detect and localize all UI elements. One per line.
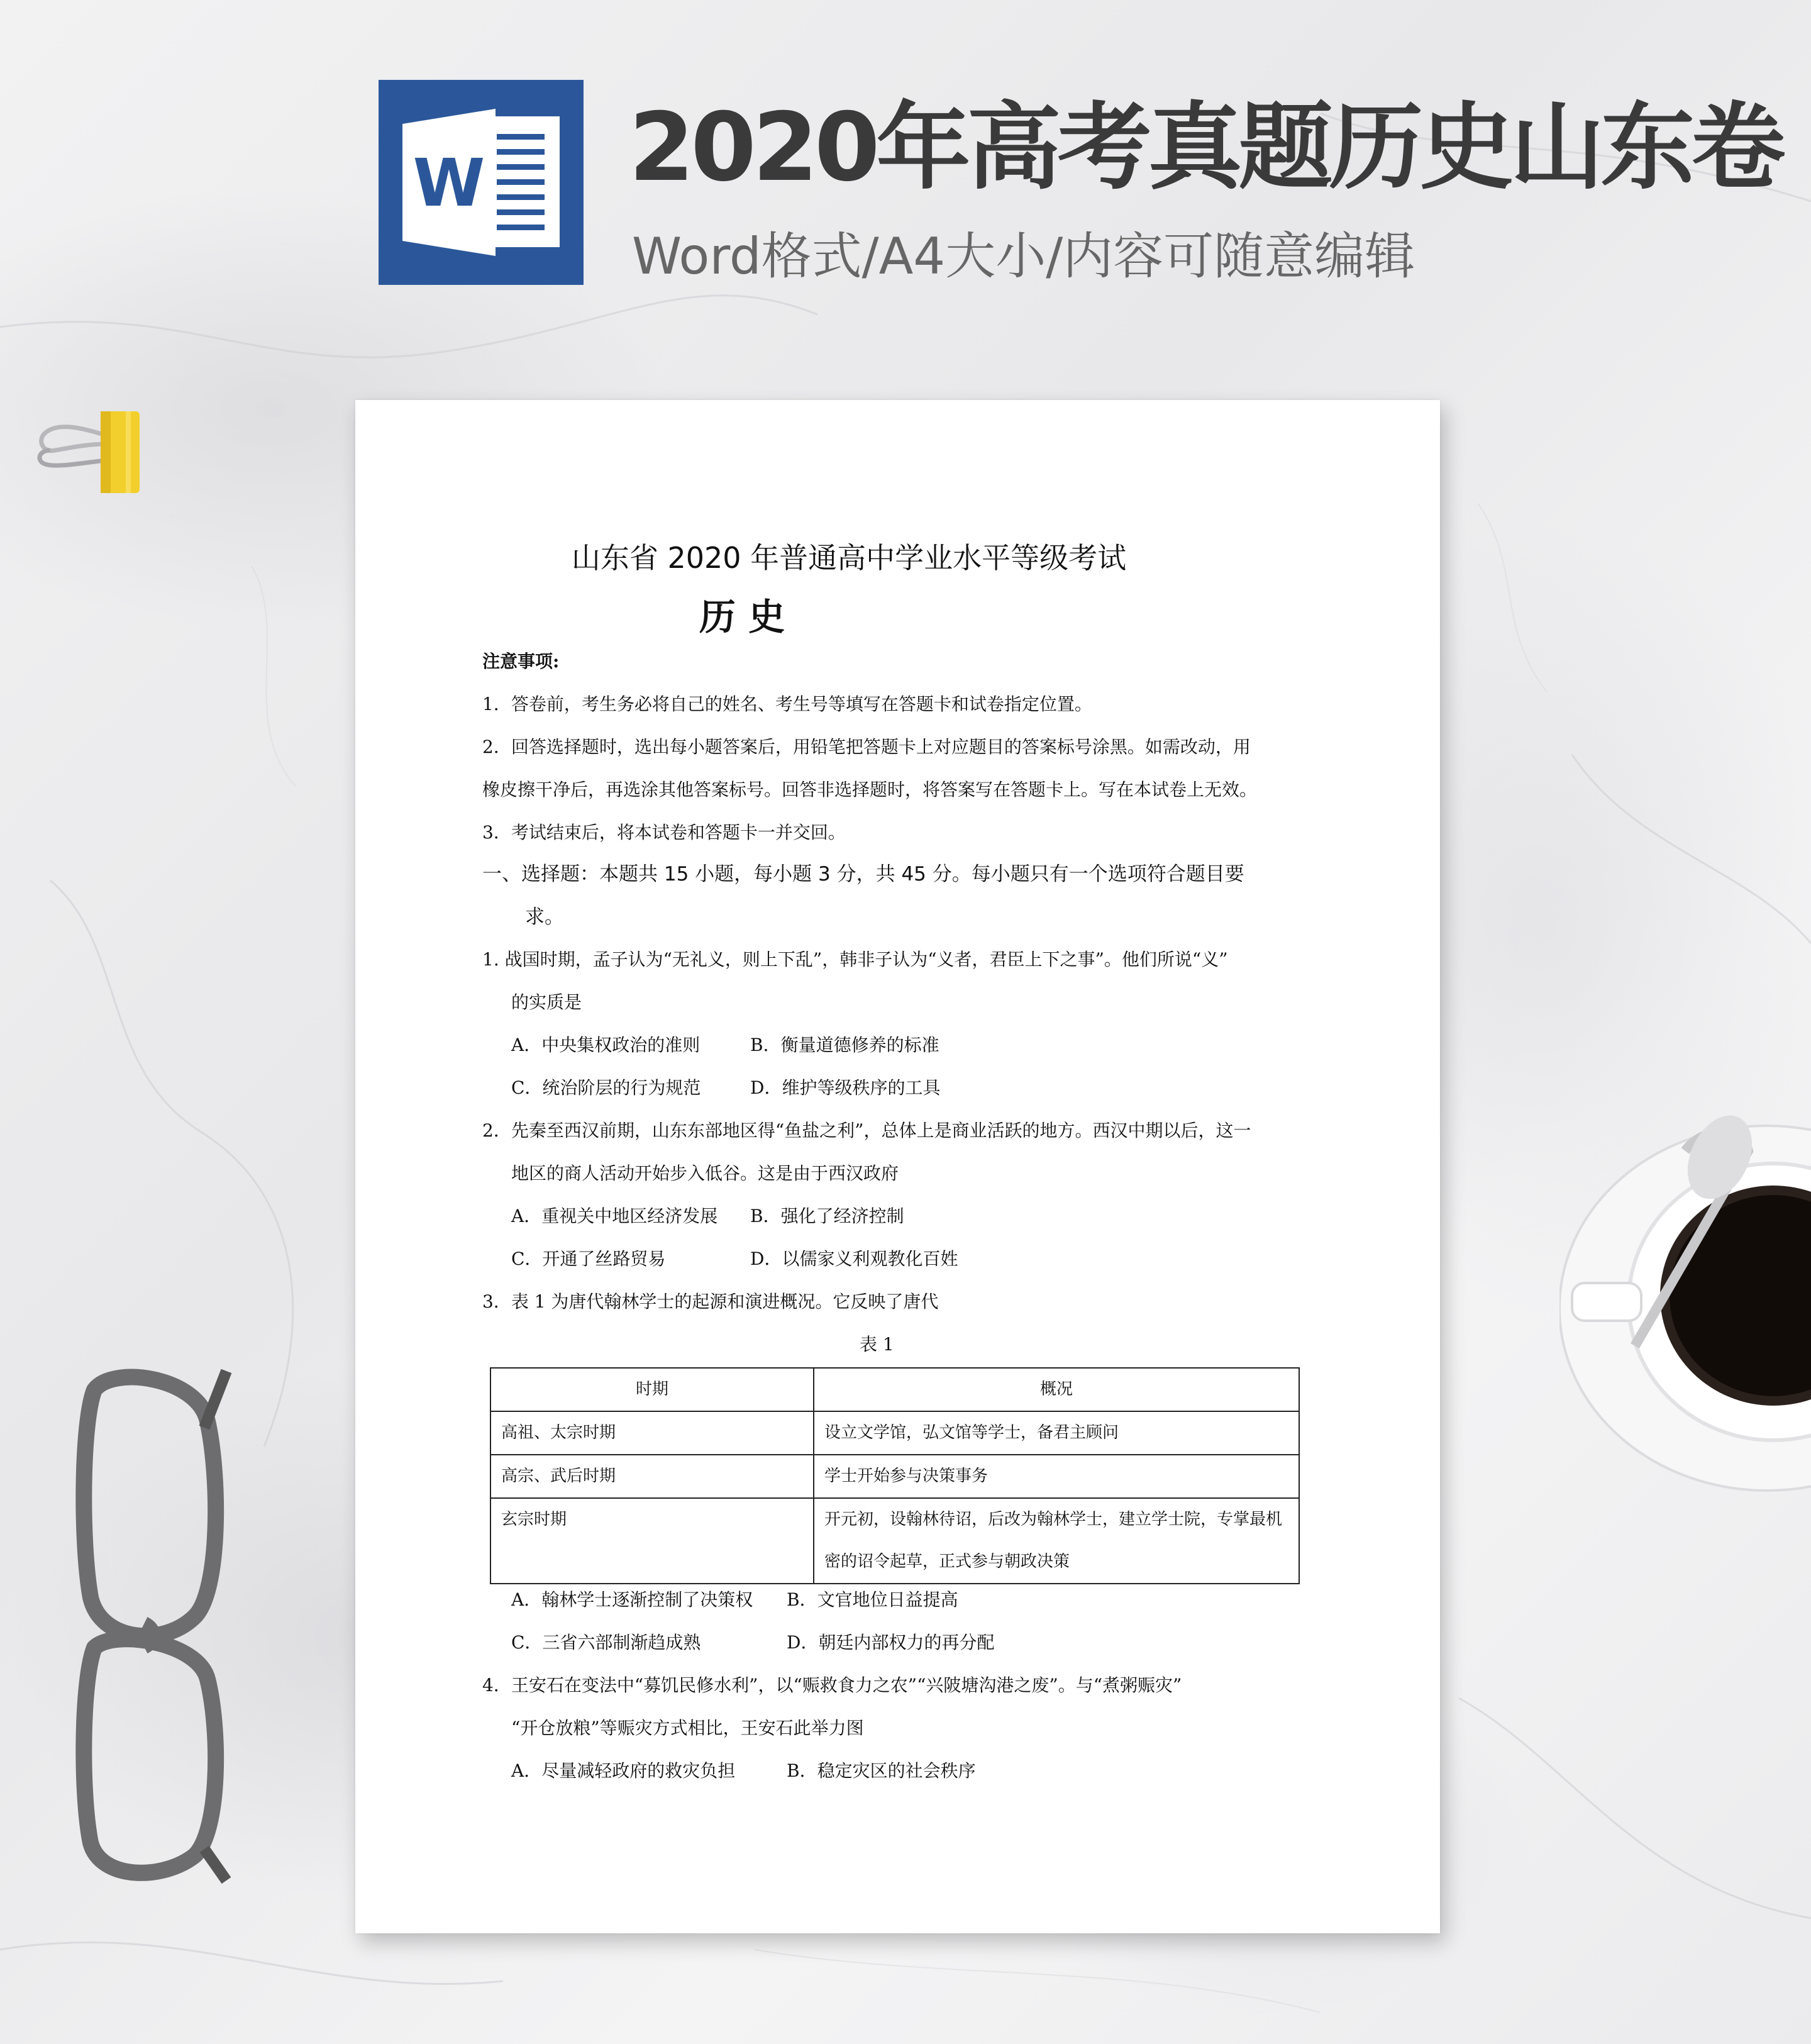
glasses-icon [69,1352,233,1887]
question-3-option-c: C．三省六部制渐趋成熟 [511,1632,701,1653]
notice-heading: 注意事项: [482,651,560,672]
table-header-cell: 时期 [490,1368,814,1411]
question-3-option-d: D．朝廷内部权力的再分配 [787,1632,995,1653]
exam-title: 山东省 2020 年普通高中学业水平等级考试 [571,541,1127,575]
table-header-row [490,1368,1299,1411]
notice-item: 1．答卷前，考生务必将自己的姓名、考生号等填写在答题卡和试卷指定位置。 [482,694,1092,714]
table-cell-period: 玄宗时期 [490,1498,814,1584]
question-3-option-b: B．文官地位日益提高 [787,1589,958,1610]
section-heading: 一、选择题：本题共 15 小题，每小题 3 分，共 45 分。每小题只有一个选项符合题目要 [482,863,1244,886]
table-cell-period: 高祖、太宗时期 [490,1411,814,1455]
table-cell-period: 高宗、武后时期 [490,1455,814,1498]
question-4-stem-cont: “开仓放粮”等赈灾方式相比，王安石此举力图 [511,1718,864,1738]
subject-title: 历 史 [699,596,785,638]
word-logo-icon [379,80,584,285]
notice-item: 2．回答选择题时，选出每小题答案后，用铅笔把答题卡上对应题目的答案标号涂黑。如需改动，用 [482,736,1251,757]
tang-hanlin-table [490,1367,1300,1584]
question-1-stem-cont: 的实质是 [511,992,582,1013]
coffee-cup-icon [1559,1101,1811,1541]
table-cell-summary: 学士开始参与决策事务 [814,1455,1299,1498]
question-3-stem: 3．表 1 为唐代翰林学士的起源和演进概况。它反映了唐代 [482,1291,939,1312]
binder-clip-icon [31,403,157,503]
question-4-stem: 4．王安石在变法中“募饥民修水利”，以“赈救食力之农”“兴陂塘沟港之废”。与“煮粥赈灾” [482,1675,1182,1696]
document-page [355,400,1440,1933]
notice-item: 橡皮擦干净后，再选涂其他答案标号。回答非选择题时，将答案写在答题卡上。写在本试卷上无效。 [482,779,1258,800]
question-1-stem: 1. 战国时期，孟子认为“无礼义，则上下乱”，韩非子认为“义者，君臣上下之事”。他们所说“义” [482,949,1228,970]
notice-item: 3．考试结束后，将本试卷和答题卡一并交回。 [482,822,846,843]
table-row [490,1411,1299,1455]
table-caption: 表 1 [860,1334,894,1355]
question-2-option-b: B．强化了经济控制 [750,1206,904,1226]
table-header-cell: 概况 [814,1368,1299,1411]
section-heading-cont: 求。 [525,906,564,928]
question-1-option-a: A．中央集权政治的准则 [511,1035,701,1055]
question-4-option-b: B．稳定灾区的社会秩序 [787,1760,976,1781]
table-row [490,1498,1299,1584]
question-2-stem: 2．先秦至西汉前期，山东东部地区得“鱼盐之利”，总体上是商业活跃的地方。西汉中期以后，这一 [482,1120,1251,1141]
question-2-option-d: D．以儒家义利观教化百姓 [750,1248,958,1269]
question-2-option-a: A．重视关中地区经济发展 [511,1206,718,1226]
page-subtitle: Word格式/A4大小/内容可随意编辑 [632,227,1415,286]
question-2-stem-cont: 地区的商人活动开始步入低谷。这是由于西汉政府 [511,1163,899,1184]
question-3-option-a: A．翰林学士逐渐控制了决策权 [511,1589,753,1610]
question-1-option-c: C．统治阶层的行为规范 [511,1077,701,1098]
question-4-option-a: A．尽量减轻政府的救灾负担 [511,1760,736,1781]
table-cell-summary: 开元初，设翰林待诏，后改为翰林学士，建立学士院，专掌最机密的诏令起草，正式参与朝政决策 [814,1498,1299,1584]
question-2-option-c: C．开通了丝路贸易 [511,1248,666,1269]
table-cell-summary: 设立文学馆，弘文馆等学士，备君主顾问 [814,1411,1299,1455]
word-logo-letter: W [413,145,485,221]
page-title: 2020年高考真题历史山东卷 [629,93,1782,203]
table-row [490,1455,1299,1498]
question-1-option-d: D．维护等级秩序的工具 [750,1077,941,1098]
question-1-option-b: B．衡量道德修养的标准 [750,1035,939,1055]
